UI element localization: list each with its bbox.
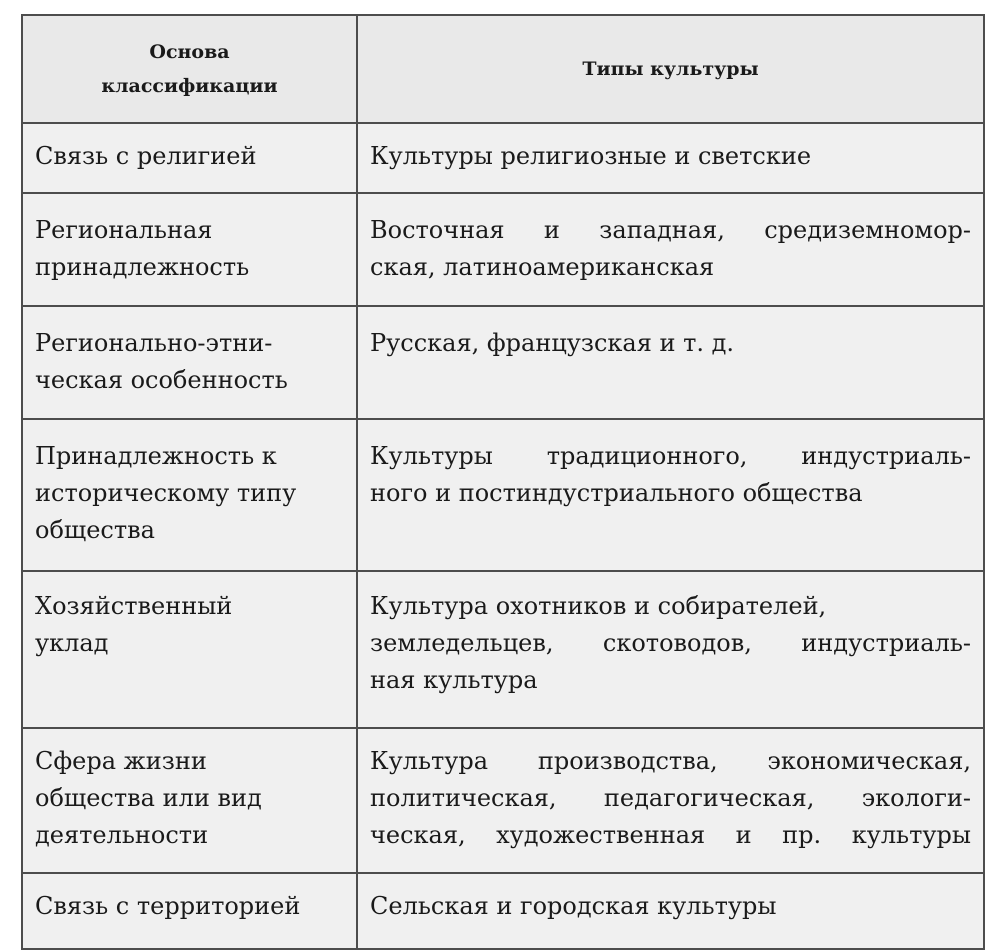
cell-line: Культура охотников и собирателей,: [370, 592, 827, 620]
cell-line: Хозяйственный: [35, 592, 233, 620]
types-cell: [357, 123, 984, 193]
types-cell: [357, 571, 984, 728]
table-row: [22, 306, 984, 419]
basis-cell: [22, 123, 357, 193]
cell-line: ческая, художественная и пр. культуры: [370, 821, 971, 849]
table-header-row: [22, 15, 984, 123]
cell-line: Культуры религиозные и светские: [370, 142, 812, 170]
basis-cell: [22, 571, 357, 728]
types-cell: [357, 728, 984, 873]
cell-line: Восточная и западная, средиземномор-: [370, 216, 971, 244]
types-cell: [357, 193, 984, 306]
table-row: [22, 873, 984, 949]
basis-cell: [22, 419, 357, 571]
types-cell: [357, 419, 984, 571]
cell-line: общества: [35, 516, 155, 544]
table-row: [22, 419, 984, 571]
cell-line: Сельская и городская культуры: [370, 892, 777, 920]
table-row: [22, 193, 984, 306]
cell-line: Принадлежность к: [35, 442, 277, 470]
cell-line: ного и постиндустриального общества: [370, 479, 863, 507]
cell-line: Культура производства, экономическая,: [370, 747, 971, 775]
basis-cell: [22, 728, 357, 873]
header-classification-basis: [22, 15, 357, 123]
header-line: Основа: [149, 41, 230, 63]
cell-line: земледельцев, скотоводов, индустриаль-: [370, 629, 971, 657]
cell-line: Региональная: [35, 216, 213, 244]
basis-cell: [22, 306, 357, 419]
basis-cell: [22, 193, 357, 306]
basis-cell: [22, 873, 357, 949]
cell-line: Связь с территорией: [35, 892, 301, 920]
cell-line: Культуры традиционного, индустриаль-: [370, 442, 971, 470]
table-row: [22, 123, 984, 193]
cell-line: уклад: [35, 629, 109, 657]
header-line: Типы культуры: [582, 58, 759, 80]
types-cell: [357, 306, 984, 419]
cell-line: принадлежность: [35, 253, 250, 281]
cell-line: ская, латиноамериканская: [370, 253, 715, 281]
cell-line: ческая особенность: [35, 366, 288, 394]
cell-line: Регионально-этни-: [35, 329, 273, 357]
cell-line: Русская, французская и т. д.: [370, 329, 735, 357]
table-row: [22, 571, 984, 728]
cell-line: деятельности: [35, 821, 209, 849]
cell-line: ная культура: [370, 666, 538, 694]
cell-line: Сфера жизни: [35, 747, 207, 775]
cell-line: общества или вид: [35, 784, 262, 812]
cell-line: историческому типу: [35, 479, 297, 507]
culture-types-table: [21, 14, 985, 950]
header-culture-types: [357, 15, 984, 123]
table-row: [22, 728, 984, 873]
types-cell: [357, 873, 984, 949]
cell-line: Связь с религией: [35, 142, 257, 170]
cell-line: политическая, педагогическая, экологи-: [370, 784, 971, 812]
header-line: классификации: [101, 75, 278, 97]
culture-types-table-container: [21, 14, 983, 950]
